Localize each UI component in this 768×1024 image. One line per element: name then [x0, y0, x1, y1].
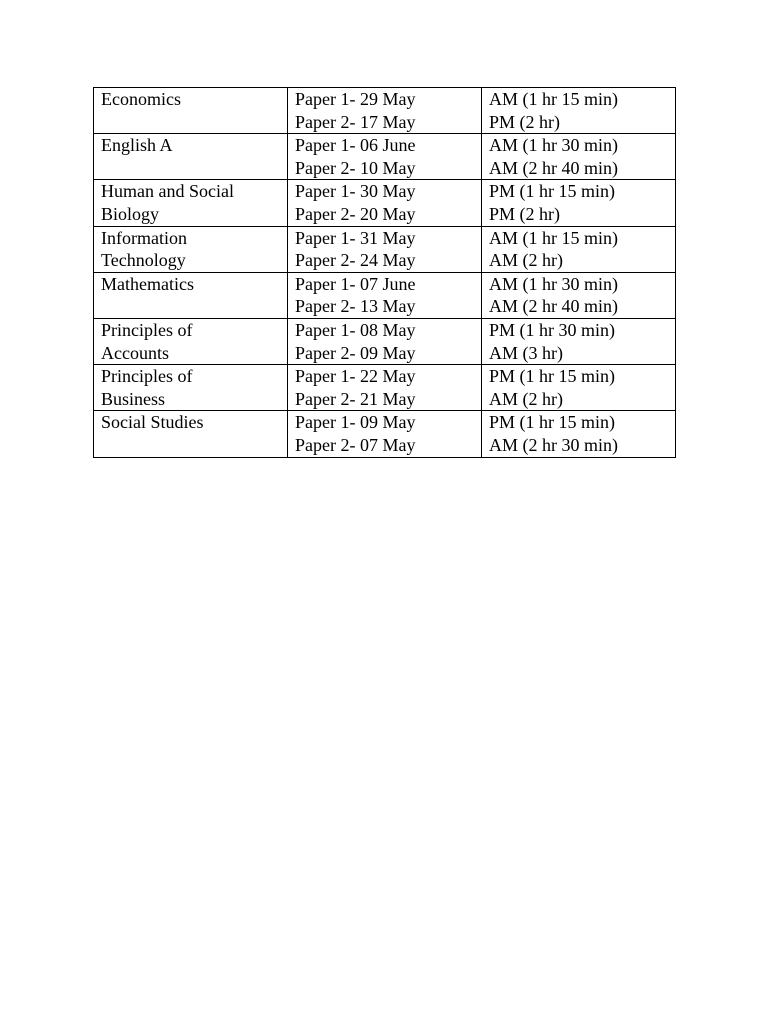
subject-cell — [94, 180, 288, 226]
paper-2-date: Paper 2- 10 May — [295, 157, 416, 178]
subject-text: Social Studies — [101, 412, 204, 433]
subject-text: Mathematics — [101, 273, 194, 294]
subject-cell — [94, 272, 288, 318]
paper-1-date: Paper 1- 30 May — [295, 181, 416, 202]
paper-2-session: AM (2 hr) — [489, 250, 563, 271]
paper-2-session: AM (3 hr) — [489, 342, 563, 363]
subject-text-line-2: Business — [101, 388, 166, 409]
subject-text-line-1: Principles of — [101, 319, 193, 340]
paper-2-session: AM (2 hr 30 min) — [489, 434, 618, 455]
table-row — [94, 134, 676, 180]
paper-2-session: PM (2 hr) — [489, 111, 560, 132]
paper-1-session: AM (1 hr 15 min) — [489, 227, 618, 248]
paper-2-session: PM (2 hr) — [489, 203, 560, 224]
paper-1-session: AM (1 hr 15 min) — [489, 89, 618, 109]
paper-1-session: AM (1 hr 30 min) — [489, 273, 618, 294]
paper-dates-cell — [288, 318, 482, 364]
subject-text-line-2: Accounts — [101, 342, 169, 363]
session-cell — [482, 365, 676, 411]
paper-dates-cell — [288, 134, 482, 180]
paper-1-date: Paper 1- 06 June — [295, 135, 416, 156]
paper-2-date: Paper 2- 24 May — [295, 250, 416, 271]
paper-dates-cell — [288, 411, 482, 457]
paper-dates-cell — [288, 226, 482, 272]
table-row — [94, 318, 676, 364]
paper-2-date: Paper 2- 07 May — [295, 434, 416, 455]
paper-1-date: Paper 1- 31 May — [295, 227, 416, 248]
subject-cell — [94, 134, 288, 180]
paper-2-date: Paper 2- 17 May — [295, 111, 416, 132]
subject-text-line-1: Principles of — [101, 366, 193, 387]
table-row — [94, 180, 676, 226]
subject-cell — [94, 365, 288, 411]
session-cell — [482, 226, 676, 272]
paper-dates-cell — [288, 180, 482, 226]
paper-1-date: Paper 1- 29 May — [295, 89, 416, 109]
subject-text-line-2: Biology — [101, 203, 160, 224]
table-row — [94, 272, 676, 318]
paper-1-session: AM (1 hr 30 min) — [489, 135, 618, 156]
paper-2-date: Paper 2- 20 May — [295, 203, 416, 224]
subject-text-line-2: Technology — [101, 250, 186, 271]
paper-1-session: PM (1 hr 15 min) — [489, 412, 615, 433]
subject-cell — [94, 318, 288, 364]
subject-cell — [94, 88, 288, 134]
table-row — [94, 88, 676, 134]
paper-2-date: Paper 2- 21 May — [295, 388, 416, 409]
table-row — [94, 365, 676, 411]
session-cell — [482, 272, 676, 318]
subject-text: English A — [101, 135, 173, 156]
session-cell — [482, 411, 676, 457]
session-cell — [482, 88, 676, 134]
table-row — [94, 226, 676, 272]
table-row — [94, 411, 676, 457]
subject-text-line-1: Human and Social — [101, 181, 234, 202]
paper-1-date: Paper 1- 22 May — [295, 366, 416, 387]
session-cell — [482, 134, 676, 180]
session-cell — [482, 180, 676, 226]
paper-dates-cell — [288, 88, 482, 134]
subject-cell — [94, 226, 288, 272]
exam-schedule-table — [93, 87, 676, 458]
paper-1-session: PM (1 hr 15 min) — [489, 366, 615, 387]
paper-2-date: Paper 2- 09 May — [295, 342, 416, 363]
session-cell — [482, 318, 676, 364]
paper-dates-cell — [288, 272, 482, 318]
paper-2-date: Paper 2- 13 May — [295, 296, 416, 317]
paper-2-session: AM (2 hr 40 min) — [489, 296, 618, 317]
paper-dates-cell — [288, 365, 482, 411]
paper-1-session: PM (1 hr 15 min) — [489, 181, 615, 202]
paper-2-session: AM (2 hr 40 min) — [489, 157, 618, 178]
paper-1-date: Paper 1- 09 May — [295, 412, 416, 433]
subject-text: Economics — [101, 89, 181, 109]
paper-1-date: Paper 1- 07 June — [295, 273, 416, 294]
paper-1-session: PM (1 hr 30 min) — [489, 319, 615, 340]
paper-1-date: Paper 1- 08 May — [295, 319, 416, 340]
subject-text-line-1: Information — [101, 227, 187, 248]
subject-cell — [94, 411, 288, 457]
paper-2-session: AM (2 hr) — [489, 388, 563, 409]
